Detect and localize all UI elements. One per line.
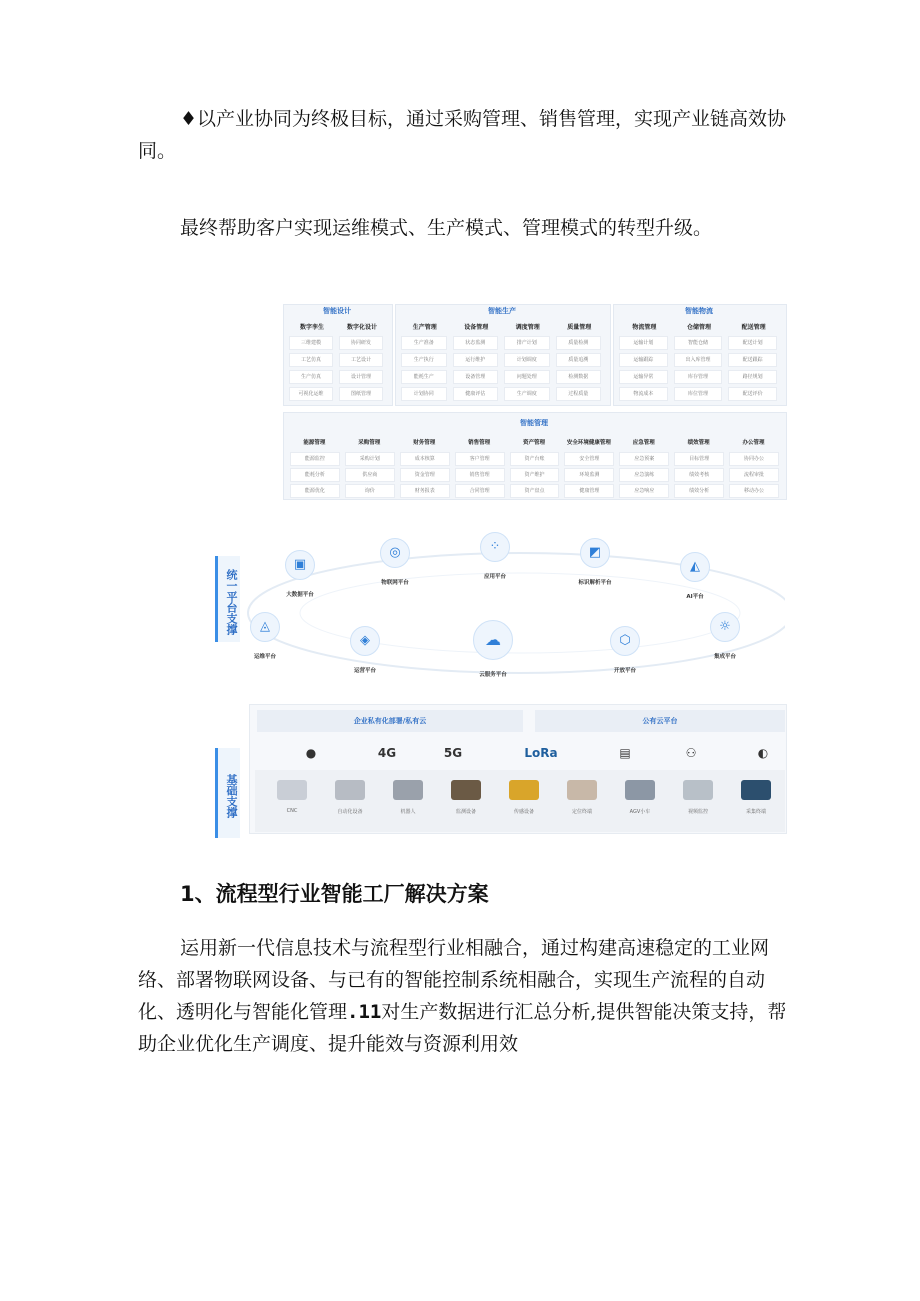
network-label: ● xyxy=(305,746,317,760)
panel-cell: 工艺仿真 xyxy=(289,353,333,367)
architecture-figure xyxy=(205,300,785,840)
device-label: AGV小车 xyxy=(629,809,651,815)
platform-node-label: 运营平台 xyxy=(353,668,376,674)
panel-cell: 质量检测 xyxy=(556,336,602,350)
network-label: LoRa xyxy=(524,746,558,760)
platform-node-icon: ⬡ xyxy=(610,626,640,656)
panel-column-header: 配送管理 xyxy=(741,324,766,331)
device-item xyxy=(267,780,317,814)
panel-cell: 设备管理 xyxy=(453,370,499,384)
device-label: 视频监控 xyxy=(687,809,708,815)
panel-cell: 运输计划 xyxy=(619,336,668,350)
panel-column-header: 绩效管理 xyxy=(687,440,710,446)
platform-node-icon: ☁ xyxy=(473,620,513,660)
panel-cell: 资产维护 xyxy=(510,468,560,482)
platform-node-label: 标识解析平台 xyxy=(578,580,612,586)
platform-node xyxy=(595,626,655,674)
panel-cell: 工艺设计 xyxy=(339,353,383,367)
panel-column-header: 资产管理 xyxy=(522,440,545,446)
panel-cell: 生产调度 xyxy=(504,387,550,401)
panel-column-header: 采购管理 xyxy=(358,440,381,446)
panel-cell: 库位管理 xyxy=(674,387,723,401)
panel-cell: 环境监测 xyxy=(564,468,614,482)
platform-node xyxy=(465,532,525,580)
platform-node-icon: ◭ xyxy=(680,552,710,582)
device-label: 传感设备 xyxy=(513,809,534,815)
panel-cell: 能耗分析 xyxy=(290,468,340,482)
device-icon xyxy=(683,780,713,800)
panel-column-header: 质量管理 xyxy=(567,324,592,331)
platform-node-label: 运维平台 xyxy=(253,654,276,660)
platform-node xyxy=(365,538,425,586)
panel-cell: 运输异常 xyxy=(619,370,668,384)
panel-cell: 排产计划 xyxy=(504,336,550,350)
paragraph-solution xyxy=(138,932,788,1060)
panel-cell: 成本核算 xyxy=(400,452,450,466)
panel-cell: 生产执行 xyxy=(401,353,447,367)
panel-cell: 健康评估 xyxy=(453,387,499,401)
panel-cell: 供应商 xyxy=(345,468,395,482)
device-label: 自动化设备 xyxy=(337,809,363,815)
panel-cell: 安全管理 xyxy=(564,452,614,466)
platform-node-label: AI平台 xyxy=(686,594,704,600)
panel-cell: 运输跟踪 xyxy=(619,353,668,367)
platform-node-label: 物联网平台 xyxy=(381,580,409,586)
panel-cell: 目标管理 xyxy=(674,452,724,466)
platform-node xyxy=(665,552,725,600)
device-icon xyxy=(451,780,481,800)
device-label: CNC xyxy=(286,808,298,814)
panel-cell: 能耗生产 xyxy=(401,370,447,384)
paragraph-solution-code: .11 xyxy=(347,1001,382,1023)
panel-cell: 配送评价 xyxy=(728,387,777,401)
device-icon xyxy=(393,780,423,800)
panel-cell: 应急响应 xyxy=(619,484,669,498)
panel-cell: 流程审批 xyxy=(729,468,779,482)
device-item xyxy=(499,780,549,815)
paragraph-solution-text-b: 对生产数据进行汇总分析,提供智能决策支持，帮助企业优化生产调度、提升能效与资源利用效 xyxy=(138,1001,787,1055)
panel-cell: 应急预案 xyxy=(619,452,669,466)
device-icon xyxy=(335,780,365,800)
panel-column-header: 物流管理 xyxy=(632,324,657,331)
panel-cell: 应急演练 xyxy=(619,468,669,482)
device-item xyxy=(731,780,781,815)
device-item xyxy=(673,780,723,815)
panel-cell: 路径规划 xyxy=(728,370,777,384)
panel-column-header: 办公管理 xyxy=(742,440,765,446)
platform-side-label: 统一平台支撑 xyxy=(215,556,240,642)
panel-cell: 财务报表 xyxy=(400,484,450,498)
panel-cell: 设计管理 xyxy=(339,370,383,384)
panel-column-header: 设备管理 xyxy=(464,324,489,331)
device-item xyxy=(557,780,607,815)
panel-cell: 库存管理 xyxy=(674,370,723,384)
platform-node xyxy=(335,626,395,674)
platform-node-icon: ◬ xyxy=(250,612,280,642)
panel-cell: 配送计划 xyxy=(728,336,777,350)
platform-node-icon: ☼ xyxy=(710,612,740,642)
platform-node xyxy=(695,612,755,660)
panel-cell: 智能仓储 xyxy=(674,336,723,350)
panel-cell: 三维建模 xyxy=(289,336,333,350)
paragraph-solution-text-a: 运用新一代信息技术与流程型行业相融合，通过构建高速稳定的工业网络、部署物联网设备、与已有的智能控制系统相融合，实现生产流程的自动化、透明化与智能化管理 xyxy=(138,937,770,1023)
panel-cell: 协同研发 xyxy=(339,336,383,350)
device-icon xyxy=(741,780,771,800)
device-item xyxy=(615,780,665,815)
panel-cell: 质量追溯 xyxy=(556,353,602,367)
platform-node xyxy=(235,612,295,660)
panel-cell: 可视化运维 xyxy=(289,387,333,401)
platform-node-label: 集成平台 xyxy=(713,654,736,660)
device-item xyxy=(441,780,491,815)
panel-column-header: 调度管理 xyxy=(515,324,540,331)
panel-cell: 能源优化 xyxy=(290,484,340,498)
platform-node-label: 开放平台 xyxy=(613,668,636,674)
panel-cell: 绩效分析 xyxy=(674,484,724,498)
panel-cell: 资产台账 xyxy=(510,452,560,466)
platform-node-icon: ◩ xyxy=(580,538,610,568)
device-icon xyxy=(509,780,539,800)
device-item xyxy=(383,780,433,815)
panel-cell: 采购计划 xyxy=(345,452,395,466)
panel-cell: 健康管理 xyxy=(564,484,614,498)
panel-column-header: 销售管理 xyxy=(468,440,491,446)
platform-node-icon: ⁘ xyxy=(480,532,510,562)
panel-cell: 物流成本 xyxy=(619,387,668,401)
panel-cell: 能源监控 xyxy=(290,452,340,466)
panel-column-header: 仓储管理 xyxy=(686,324,711,331)
panel-cell: 图纸管理 xyxy=(339,387,383,401)
panel-cell: 资金管理 xyxy=(400,468,450,482)
panel-cell: 问题处理 xyxy=(504,370,550,384)
platform-node-label: 大数据平台 xyxy=(286,592,314,598)
panel-cell: 生产准备 xyxy=(401,336,447,350)
panel-cell: 生产仿真 xyxy=(289,370,333,384)
panel-cell: 检测数据 xyxy=(556,370,602,384)
device-label: 机器人 xyxy=(400,809,416,815)
panel-title: 智能管理 xyxy=(520,419,548,427)
network-label: 4G xyxy=(377,746,397,760)
platform-node-icon: ◈ xyxy=(350,626,380,656)
network-label: ⚇ xyxy=(685,746,697,760)
panel-cell: 资产盘点 xyxy=(510,484,560,498)
base-side-label: 基础支撑 xyxy=(215,748,240,838)
network-label: ◐ xyxy=(757,746,769,760)
panel-cell: 绩效考核 xyxy=(674,468,724,482)
panel-cell: 计划调度 xyxy=(504,353,550,367)
panel-cell: 出入库管理 xyxy=(674,353,723,367)
platform-node-label: 应用平台 xyxy=(483,574,506,580)
section-heading: 1、流程型行业智能工厂解决方案 xyxy=(180,882,489,906)
device-label: 定位终端 xyxy=(571,809,592,815)
device-icon xyxy=(567,780,597,800)
device-label: 采集终端 xyxy=(745,809,766,815)
device-label: 监测设备 xyxy=(455,809,476,815)
panel-column-header: 数字化设计 xyxy=(346,324,377,331)
panel-cell: 销售管理 xyxy=(455,468,505,482)
panel-column-header: 应急管理 xyxy=(632,440,655,446)
panel-column-header: 生产管理 xyxy=(412,324,437,331)
panel-cell: 状态监测 xyxy=(453,336,499,350)
paragraph-transformation: 最终帮助客户实现运维模式、生产模式、管理模式的转型升级。 xyxy=(180,217,713,239)
panel-column-header: 数字孪生 xyxy=(299,324,324,331)
panel-cell: 计划协同 xyxy=(401,387,447,401)
panel-cell: 配送跟踪 xyxy=(728,353,777,367)
panel-cell: 合同管理 xyxy=(455,484,505,498)
panel-column-header: 财务管理 xyxy=(413,440,436,446)
panel-column-header: 安全环境健康管理 xyxy=(566,440,611,446)
panel-cell: 运行维护 xyxy=(453,353,499,367)
platform-node-icon: ◎ xyxy=(380,538,410,568)
paragraph-industry-synergy: ♦以产业协同为终极目标，通过采购管理、销售管理，实现产业链高效协同。 xyxy=(138,108,787,162)
platform-node xyxy=(463,620,523,678)
panel-cell: 客户管理 xyxy=(455,452,505,466)
platform-node xyxy=(270,550,330,598)
platform-node-label: 云服务平台 xyxy=(479,672,507,678)
panel-cell: 过程质量 xyxy=(556,387,602,401)
network-label: ▤ xyxy=(619,746,631,760)
network-label: 5G xyxy=(443,746,463,760)
platform-node-icon: ▣ xyxy=(285,550,315,580)
panel-cell: 询价 xyxy=(345,484,395,498)
cloud-bar: 企业私有化部署/私有云 xyxy=(257,710,523,732)
cloud-bar: 公有云平台 xyxy=(535,710,785,732)
device-item xyxy=(325,780,375,815)
panel-cell: 移动办公 xyxy=(729,484,779,498)
panel-cell: 协同办公 xyxy=(729,452,779,466)
panel-title: 智能物流 xyxy=(685,307,713,315)
panel-title: 智能设计 xyxy=(323,307,351,315)
panel-title: 智能生产 xyxy=(488,307,516,315)
device-icon xyxy=(277,780,307,800)
panel-column-header: 能源管理 xyxy=(303,440,326,446)
platform-node xyxy=(565,538,625,586)
device-icon xyxy=(625,780,655,800)
